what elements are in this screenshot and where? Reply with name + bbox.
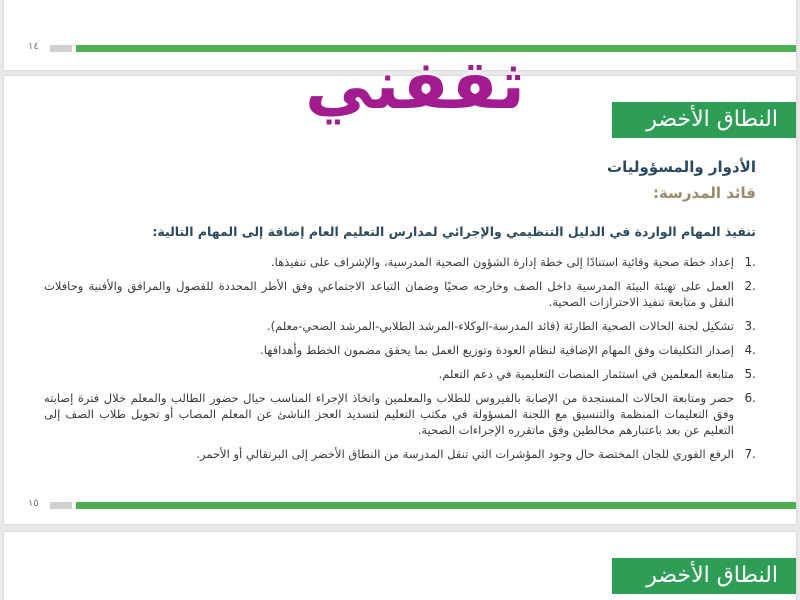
list-item — [44, 342, 756, 358]
overlay-watermark-text: ثقفني — [305, 46, 525, 125]
list-item-number: .6 — [744, 391, 756, 405]
page-rule-grey — [50, 45, 72, 52]
section-tab-green-zone: النطاق الأخضر — [612, 558, 796, 594]
list-item — [44, 278, 756, 310]
document-page — [4, 76, 796, 524]
list-item-number: .2 — [744, 279, 756, 293]
intro-text: تنفيذ المهام الواردة في الدليل التنظيمي والإجرائي لمدارس التعليم العام إضافة إلى المهام التالية: — [152, 224, 756, 239]
list-item — [44, 318, 756, 334]
list-item-text: الرفع الفوري للجان المختصة حال وجود المؤشرات التي تنقل المدرسة من النطاق الأخضر إلى البرتقالي أو الأحمر. — [196, 447, 734, 461]
list-item-text: إعداد خطة صحية وقائية استنادًا إلى خطة إدارة الشؤون الصحية المدرسية، والإشراف على تنفيذها. — [271, 255, 734, 269]
list-item-number: .4 — [744, 343, 756, 357]
list-item-number: .3 — [744, 319, 756, 333]
list-item — [44, 366, 756, 382]
list-item-text: العمل على تهيئة البيئة المدرسية داخل الصف وخارجه صحيًا وضمان التباعد الاجتماعي وفق الأطر المحددة للفصول والمرافق والأفنية وحافلات النقل و متابعة تنفيذ الاحترازات الصحية. — [44, 279, 734, 309]
page-rule-green — [76, 502, 796, 509]
task-list — [44, 254, 756, 470]
list-item-number: .5 — [744, 367, 756, 381]
page-rule-grey — [50, 502, 72, 509]
list-item-number: .7 — [744, 447, 756, 461]
list-item — [44, 446, 756, 462]
list-item-text: تشكيل لجنة الحالات الصحية الطارئة (قائد المدرسة-الوكلاء-المرشد الطلابي-المرشد الصحي-معلم). — [266, 319, 734, 333]
list-item-number: .1 — [744, 255, 756, 269]
next-page — [4, 532, 796, 600]
list-item-text: حصر ومتابعة الحالات المستجدة من الإصابة بالفيروس للطلاب والمعلمين واتخاذ الإجراء المناسب حيال حضور الطالب والمعلم خلال فترة إصابته وفق التعليمات المنظمة والتنسيق مع اللجنة المسؤولة في مكتب التعليم لتسديد العجز الناشئ عن المعلم المصاب أو تحويل طلاب الصف إلى التعليم عن بعد باعتبارهم مخالطين وفق ماتقرره الإجراءات الصحية. — [44, 391, 734, 437]
roles-heading: الأدوار والمسؤوليات — [607, 158, 756, 176]
page-number: ١٤ — [28, 41, 39, 52]
list-item — [44, 254, 756, 270]
list-item — [44, 390, 756, 438]
page-number: ١٥ — [28, 498, 39, 509]
section-tab-green-zone: النطاق الأخضر — [612, 102, 796, 138]
school-leader-heading: قائد المدرسة: — [653, 184, 756, 202]
list-item-text: متابعة المعلمين في استثمار المنصات التعليمية في دعم التعلم. — [438, 367, 734, 381]
list-item-text: إصدار التكليفات وفق المهام الإضافية لنظام العودة وتوزيع العمل بما يحقق مضمون الخطط وأهدافها. — [260, 343, 734, 357]
